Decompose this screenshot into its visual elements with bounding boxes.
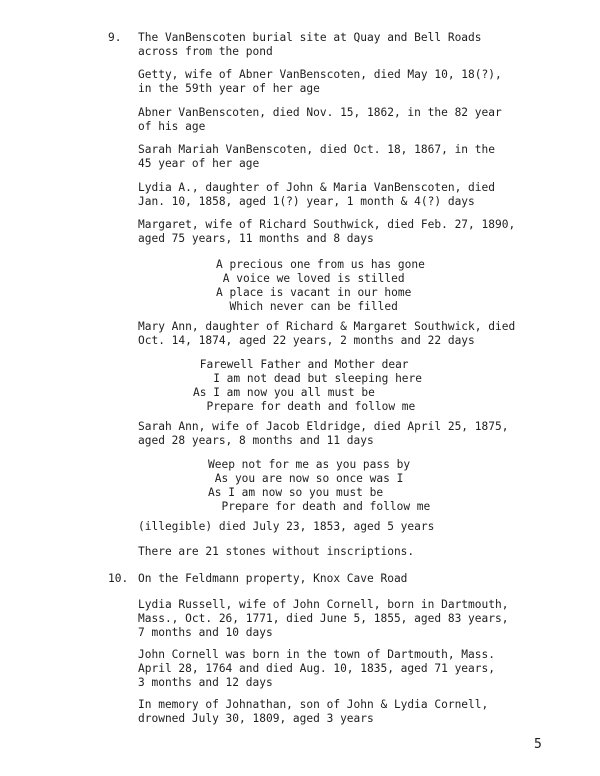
epitaph-verse — [216, 258, 425, 314]
verse-line: Which never can be filled — [216, 300, 398, 313]
burial-entry — [138, 545, 583, 559]
entry-line: 3 months and 12 days — [138, 676, 273, 689]
verse-line: A precious one from us has gone — [216, 258, 425, 271]
burial-entry — [138, 420, 583, 448]
entry-line: Oct. 14, 1874, aged 22 years, 2 months and 22 days — [138, 334, 475, 347]
entry-line: in the 59th year of her age — [138, 82, 320, 95]
burial-entry — [138, 648, 583, 690]
verse-line: Prepare for death and follow me — [208, 500, 431, 513]
burial-entry — [138, 598, 583, 640]
verse-line: As I am now so you must be — [208, 486, 384, 499]
entry-line: drowned July 30, 1809, aged 3 years — [138, 712, 374, 725]
verse-line: A voice we loved is stilled — [216, 272, 405, 285]
epitaph-verse — [193, 358, 422, 414]
entry-line: Mass., Oct. 26, 1771, died June 5, 1855, aged 83 years, — [138, 612, 509, 625]
burial-entry — [138, 698, 583, 726]
entry-line: In memory of Johnathan, son of John & Lydia Cornell, — [138, 698, 489, 711]
verse-line: I am not dead but sleeping here — [193, 372, 423, 385]
entry-line: Lydia Russell, wife of John Cornell, born in Dartmouth, — [138, 598, 509, 611]
entry-line: There are 21 stones without inscriptions. — [138, 545, 415, 558]
section-heading — [138, 572, 407, 586]
epitaph-verse — [208, 458, 430, 514]
entry-line: John Cornell was born in the town of Dartmouth, Mass. — [138, 648, 495, 661]
entry-line: Getty, wife of Abner VanBenscoten, died May 10, 18(?), — [138, 68, 502, 81]
page-number: 5 — [534, 737, 542, 752]
verse-line: Farewell Father and Mother dear — [193, 358, 409, 371]
burial-entry — [138, 181, 583, 209]
heading-line: The VanBenscoten burial site at Quay and Bell Roads — [138, 31, 482, 44]
verse-line: Prepare for death and follow me — [193, 400, 416, 413]
burial-entry — [138, 218, 583, 246]
entry-line: Jan. 10, 1858, aged 1(?) year, 1 month & 4(?) days — [138, 195, 475, 208]
entry-line: Abner VanBenscoten, died Nov. 15, 1862, in the 82 year — [138, 106, 502, 119]
section-heading — [138, 31, 482, 59]
entry-line: Margaret, wife of Richard Southwick, died Feb. 27, 1890, — [138, 218, 516, 231]
entry-line: aged 28 years, 8 months and 11 days — [138, 434, 374, 447]
burial-entry — [138, 320, 583, 348]
section-number: 10. — [108, 572, 129, 585]
verse-line: As you are now so once was I — [208, 472, 404, 485]
entry-line: Sarah Ann, wife of Jacob Eldridge, died April 25, 1875, — [138, 420, 509, 433]
entry-line: Sarah Mariah VanBenscoten, died Oct. 18, 1867, in the — [138, 143, 495, 156]
section-number: 9. — [108, 31, 122, 44]
entry-line: aged 75 years, 11 months and 8 days — [138, 232, 374, 245]
entry-line: Lydia A., daughter of John & Maria VanBenscoten, died — [138, 181, 495, 194]
verse-line: Weep not for me as you pass by — [208, 458, 411, 471]
entry-line: 7 months and 10 days — [138, 626, 273, 639]
verse-line: As I am now you all must be — [193, 386, 375, 399]
burial-entry — [138, 520, 583, 534]
entry-line: of his age — [138, 120, 206, 133]
entry-line: (illegible) died July 23, 1853, aged 5 years — [138, 520, 435, 533]
burial-entry — [138, 106, 583, 134]
entry-line: Mary Ann, daughter of Richard & Margaret Southwick, died — [138, 320, 516, 333]
entry-line: 45 year of her age — [138, 157, 260, 170]
verse-line: A place is vacant in our home — [216, 286, 412, 299]
burial-entry — [138, 143, 583, 171]
heading-line: across from the pond — [138, 45, 273, 58]
heading-line: On the Feldmann property, Knox Cave Road — [138, 572, 408, 585]
entry-line: April 28, 1764 and died Aug. 10, 1835, aged 71 years, — [138, 662, 495, 675]
burial-entry — [138, 68, 583, 96]
